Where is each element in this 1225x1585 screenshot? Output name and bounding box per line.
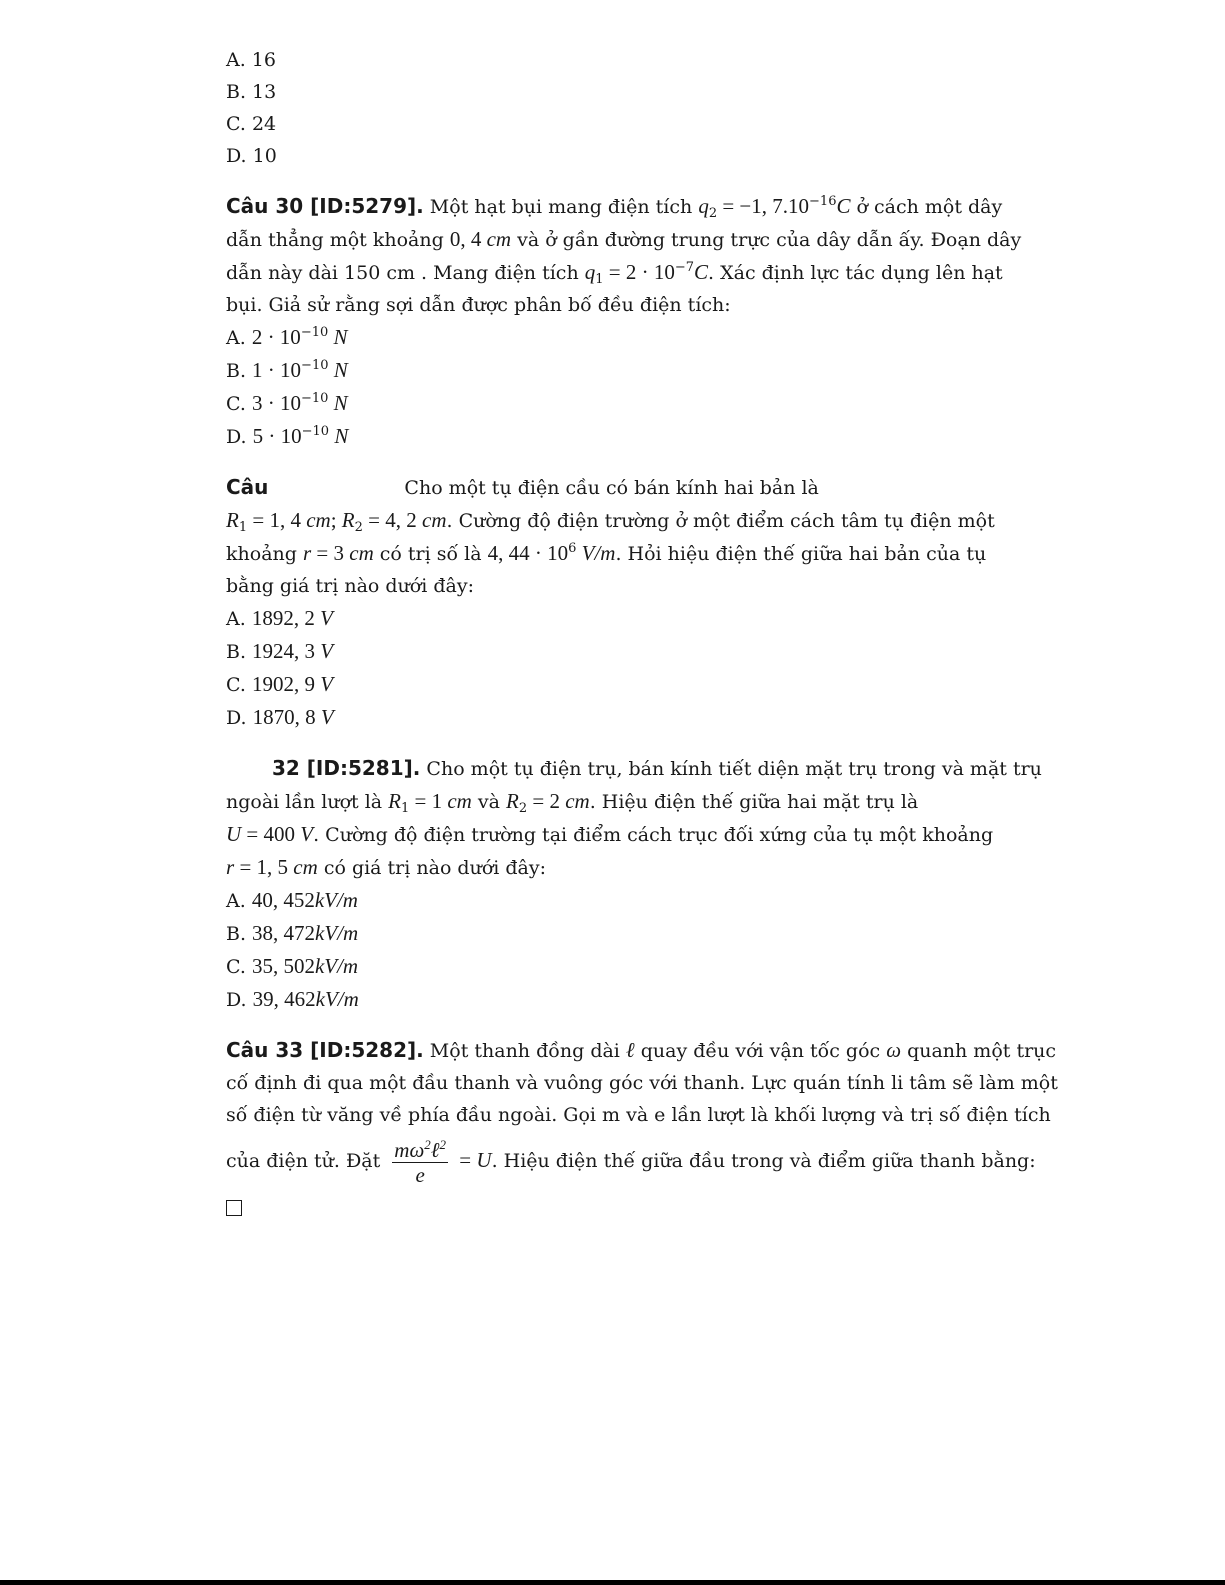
option-unit: kV/m xyxy=(314,954,359,978)
q32-text: và xyxy=(471,791,506,813)
q30-option-d xyxy=(226,420,986,453)
option-label: C. xyxy=(226,674,252,696)
q31-text: khoảng xyxy=(226,543,303,565)
q30-text: . Xác định lực tác dụng lên hạt xyxy=(708,262,1003,284)
option-exp: −10 xyxy=(300,325,329,340)
q32-value: = 1, 5 xyxy=(234,855,294,879)
option-unit: V xyxy=(320,672,334,696)
q31-sep: ; xyxy=(330,508,342,532)
option-label: B. xyxy=(226,360,253,382)
option-exp: −10 xyxy=(300,391,329,406)
q30-var-q2: q xyxy=(698,194,709,218)
q32-line-3 xyxy=(226,818,994,851)
option-value: 39, 462 xyxy=(252,987,316,1011)
q31-unit: cm xyxy=(306,508,331,532)
q31-unit: V/m xyxy=(576,541,616,565)
q33-var-omega: ω xyxy=(886,1038,902,1062)
option-label: A. xyxy=(226,890,252,912)
q30-sub: 1 xyxy=(595,272,604,287)
q31-unit: cm xyxy=(422,508,447,532)
q32-text: có giá trị nào dưới đây: xyxy=(317,857,547,879)
option-label: B. xyxy=(226,641,253,663)
q30-exp: −16 xyxy=(809,194,837,209)
q31-line-3 xyxy=(226,537,986,570)
option-label: A. xyxy=(226,608,252,630)
option-unit: V xyxy=(320,639,334,663)
fraction-denominator: e xyxy=(415,1162,425,1187)
q29-option-a: A. 16 xyxy=(226,49,276,71)
q31-option-b xyxy=(226,635,986,668)
q31-var-r: r xyxy=(302,541,312,565)
q30-line-2 xyxy=(226,223,1022,256)
q30-heading: Câu 30 [ID:5279]. xyxy=(226,194,424,218)
option-value: 2 · 10 xyxy=(251,325,301,349)
q31-text: có trị số là xyxy=(373,543,488,565)
option-value: 35, 502 xyxy=(251,954,315,978)
q32-unit: cm xyxy=(565,789,590,813)
q33-line-5 xyxy=(226,1190,986,1222)
q30-line-1 xyxy=(226,190,1003,223)
q33-text: quay đều với vận tốc góc xyxy=(634,1040,887,1062)
q32-var-r2: R xyxy=(506,789,519,813)
q30-unit: C xyxy=(694,260,709,284)
q30-option-a xyxy=(226,321,986,354)
option-unit: N xyxy=(328,391,348,415)
q33-text: Một thanh đồng dài xyxy=(423,1040,626,1062)
q32-option-d xyxy=(226,983,986,1016)
q30-text: ở cách một dây xyxy=(850,196,1003,218)
answer-checkbox[interactable] xyxy=(226,1200,242,1216)
q33-line-4 xyxy=(226,1131,1036,1190)
option-unit: V xyxy=(320,606,333,630)
q31-line-2 xyxy=(226,504,995,537)
q32-option-b xyxy=(226,917,986,950)
option-value: 5 · 10 xyxy=(252,424,302,448)
q31-var-r2: R xyxy=(341,508,355,532)
q31-sub: 2 xyxy=(354,520,363,535)
q32-heading: 32 [ID:5281]. xyxy=(272,756,421,780)
fraction-numerator xyxy=(392,1138,448,1163)
option-value: 40, 452 xyxy=(251,888,315,912)
q31-line-1 xyxy=(226,471,986,504)
q29-option-d: D. 10 xyxy=(226,145,277,167)
q31-heading: Câu xyxy=(226,475,269,499)
option-unit: V xyxy=(320,705,334,729)
q30-unit: cm xyxy=(486,227,512,251)
q31-var-r1: R xyxy=(226,508,239,532)
q32-sub: 2 xyxy=(518,801,528,816)
option-label: D. xyxy=(226,989,253,1011)
numerator-ell: ℓ xyxy=(430,1137,440,1162)
q32-text: ngoài lần lượt là xyxy=(226,791,389,813)
q33-text: . Hiệu điện thế giữa đầu trong và điểm giữa thanh bằng: xyxy=(491,1150,1036,1172)
q30-line-4: bụi. Giả sử rằng sợi dẫn được phân bố đều điện tích: xyxy=(226,294,731,316)
q31-option-a xyxy=(226,602,986,635)
q31-value: = 1, 4 xyxy=(247,508,307,532)
page-bottom-border xyxy=(0,1580,1225,1585)
q32-value: = 1 xyxy=(409,789,448,813)
option-value: 1 · 10 xyxy=(252,358,302,382)
q32-text: Cho một tụ điện trụ, bán kính tiết diện mặt trụ trong và mặt trụ xyxy=(420,758,1042,780)
q32-var-u: U xyxy=(226,822,242,846)
q32-unit: cm xyxy=(447,789,472,813)
q31-value: = 4, 2 xyxy=(362,508,422,532)
numerator-exp: 2 xyxy=(424,1136,431,1152)
q32-line-1 xyxy=(226,752,1042,785)
option-unit: N xyxy=(329,424,349,448)
q33-fraction xyxy=(392,1138,448,1187)
q32-unit: V xyxy=(300,822,314,846)
q33-text: quanh một trục xyxy=(901,1040,1057,1062)
q30-value: = −1, 7.10 xyxy=(717,194,810,218)
q31-option-d xyxy=(226,701,986,734)
q32-option-a xyxy=(226,884,986,917)
option-label: D. xyxy=(226,707,253,729)
numerator-base: mω xyxy=(394,1137,425,1162)
q32-value: = 2 xyxy=(527,789,566,813)
q30-value: = 2 · 10 xyxy=(603,260,675,284)
q31-value: 4, 44 · 10 xyxy=(487,541,569,565)
q32-sub: 1 xyxy=(400,801,410,816)
q33-heading: Câu 33 [ID:5282]. xyxy=(226,1038,424,1062)
q31-option-c xyxy=(226,668,986,701)
q32-text: . Hiệu điện thế giữa hai mặt trụ là xyxy=(589,791,919,813)
option-value: 3 · 10 xyxy=(251,391,301,415)
q31-exp: 6 xyxy=(568,541,577,556)
q32-unit: cm xyxy=(293,855,318,879)
q30-exp: −7 xyxy=(674,260,695,275)
option-value: 1924, 3 xyxy=(252,639,321,663)
q31-line-4: bằng giá trị nào dưới đây: xyxy=(226,575,474,597)
q31-text: . Cường độ điện trường ở một điểm cách tâm tụ điện một xyxy=(446,510,995,532)
q33-equals: = xyxy=(454,1148,477,1172)
q30-text: dẫn này dài 150 cm . Mang điện tích xyxy=(226,262,585,284)
q30-value: 0, 4 xyxy=(449,227,487,251)
option-unit: kV/m xyxy=(315,987,359,1011)
q30-sub: 2 xyxy=(708,206,718,221)
q30-option-c xyxy=(226,387,986,420)
option-unit: N xyxy=(328,325,348,349)
q31-value: = 3 xyxy=(311,541,350,565)
q33-var-ell: ℓ xyxy=(625,1038,635,1062)
option-value: 38, 472 xyxy=(252,921,316,945)
q31-sub: 1 xyxy=(238,520,248,535)
q33-line-2: cố định đi qua một đầu thanh và vuông góc với thanh. Lực quán tính li tâm sẽ làm một xyxy=(226,1072,1058,1094)
q32-line-2 xyxy=(226,785,986,818)
option-unit: kV/m xyxy=(315,921,359,945)
q32-text: . Cường độ điện trường tại điểm cách trục đối xứng của tụ một khoảng xyxy=(313,824,994,846)
q32-value: = 400 xyxy=(241,822,301,846)
q33-line-1 xyxy=(226,1034,1057,1067)
q32-option-c xyxy=(226,950,986,983)
q30-unit: C xyxy=(836,194,851,218)
option-label: C. xyxy=(226,393,252,415)
q33-line-3: số điện từ văng về phía đầu ngoài. Gọi m và e lần lượt là khối lượng và trị số điện tích xyxy=(226,1104,1051,1126)
option-unit: kV/m xyxy=(314,888,358,912)
option-label: B. xyxy=(226,923,253,945)
q30-text: dẫn thẳng một khoảng xyxy=(226,229,450,251)
q30-text: và ở gần đường trung trực của dây dẫn ấy. Đoạn dây xyxy=(511,229,1022,251)
q30-line-3 xyxy=(226,256,1003,289)
option-value: 1902, 9 xyxy=(251,672,321,696)
q31-text: . Hỏi hiệu điện thế giữa hai bản của tụ xyxy=(615,543,987,565)
option-exp: −10 xyxy=(301,358,329,373)
numerator-exp: 2 xyxy=(439,1136,447,1152)
option-unit: N xyxy=(328,358,348,382)
q32-line-4 xyxy=(226,851,986,884)
q32-var-r1: R xyxy=(388,789,401,813)
document-content xyxy=(226,44,1058,1222)
q30-var-q1: q xyxy=(584,260,596,284)
option-label: A. xyxy=(226,327,252,349)
option-exp: −10 xyxy=(301,424,330,439)
q33-text: của điện tử. Đặt xyxy=(226,1150,387,1172)
q29-option-b: B. 13 xyxy=(226,81,277,103)
q30-option-b xyxy=(226,354,986,387)
option-label: C. xyxy=(226,956,252,978)
option-value: 1892, 2 xyxy=(251,606,321,630)
option-label: D. xyxy=(226,426,253,448)
q31-text: Cho một tụ điện cầu có bán kính hai bản là xyxy=(404,477,819,499)
q32-var-r: r xyxy=(226,855,235,879)
option-value: 1870, 8 xyxy=(252,705,321,729)
q31-unit: cm xyxy=(349,541,374,565)
q33-var-u: U xyxy=(476,1148,492,1172)
q29-option-c: C. 24 xyxy=(226,113,277,135)
q30-text: Một hạt bụi mang điện tích xyxy=(423,196,699,218)
